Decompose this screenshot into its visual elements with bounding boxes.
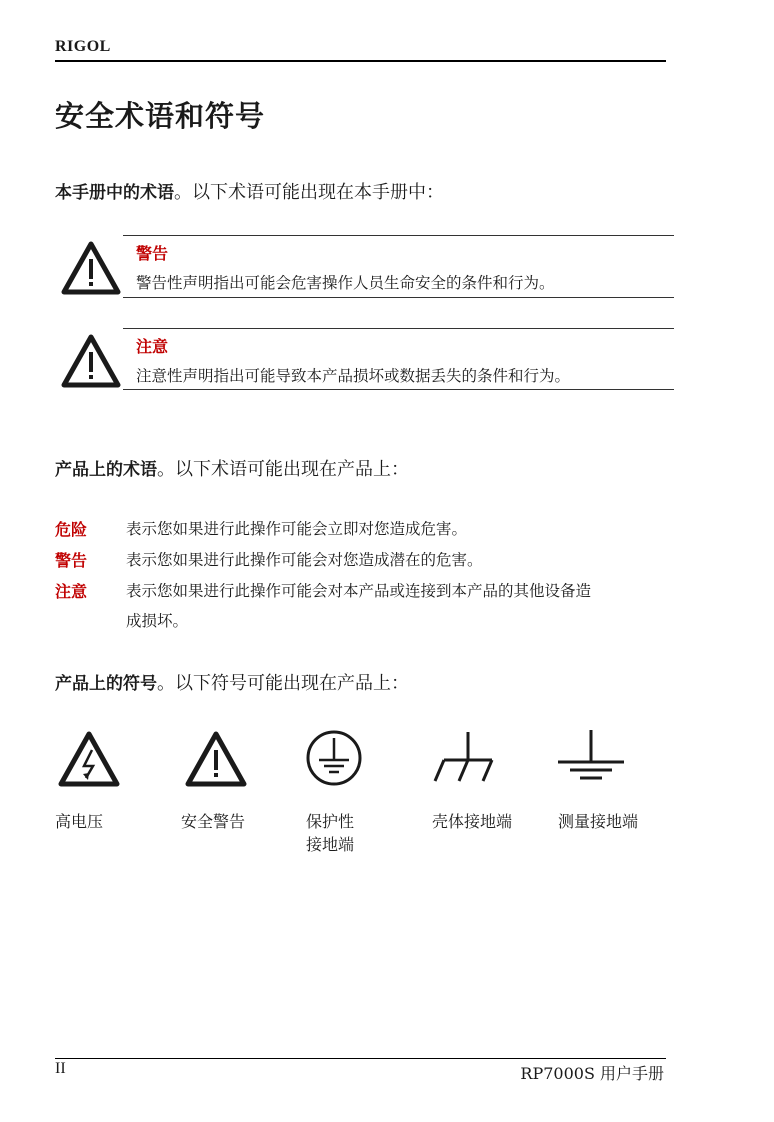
test-ground-icon — [556, 728, 626, 784]
safety-warning-label: 安全警告 — [181, 812, 246, 831]
manual-terms-heading — [55, 178, 444, 204]
warning-text: 警告性声明指出可能会危害操作人员生命安全的条件和行为。 — [136, 274, 555, 292]
protective-earth-icon — [304, 728, 364, 788]
brand-logo: RIGOL — [55, 38, 111, 55]
chassis-ground-icon — [430, 728, 496, 786]
warning-triangle-icon — [60, 333, 122, 389]
caution-box-top-rule — [123, 328, 674, 329]
product-terms-heading-rest: 。以下术语可能出现在产品上： — [157, 459, 409, 480]
page-number: II — [55, 1060, 66, 1077]
header-divider — [55, 60, 666, 62]
term-warning-label: 警告 — [55, 551, 88, 570]
caution-label: 注意 — [136, 337, 169, 356]
term-caution-text-cont: 成损坏。 — [126, 612, 189, 630]
test-ground-label: 测量接地端 — [558, 812, 639, 831]
term-danger-label: 危险 — [55, 520, 88, 539]
page-title: 安全术语和符号 — [55, 99, 266, 133]
term-caution-text: 表示您如果进行此操作可能会对本产品或连接到本产品的其他设备造 — [126, 582, 592, 600]
manual-title: RP7000S 用户手册 — [520, 1064, 664, 1083]
chassis-ground-label: 壳体接地端 — [432, 812, 513, 831]
product-symbols-heading-rest: 。以下符号可能出现在产品上： — [157, 673, 409, 694]
footer-divider — [55, 1058, 666, 1059]
protective-earth-label: 保护性 — [306, 812, 355, 831]
product-symbols-heading-bold: 产品上的符号 — [55, 674, 157, 694]
warning-box-top-rule — [123, 235, 674, 236]
protective-earth-label-cont: 接地端 — [306, 835, 355, 854]
warning-label: 警告 — [136, 244, 169, 263]
product-terms-heading-bold: 产品上的术语 — [55, 460, 157, 480]
manual-terms-heading-bold: 本手册中的术语 — [55, 183, 174, 203]
safety-warning-icon — [184, 730, 248, 788]
term-caution-label: 注意 — [55, 582, 88, 601]
high-voltage-icon — [57, 730, 121, 788]
term-warning-text: 表示您如果进行此操作可能会对您造成潜在的危害。 — [126, 551, 483, 569]
product-terms-heading — [55, 455, 409, 481]
term-danger-text: 表示您如果进行此操作可能会立即对您造成危害。 — [126, 520, 468, 538]
high-voltage-label: 高电压 — [55, 812, 104, 831]
manual-terms-heading-rest: 。以下术语可能出现在本手册中： — [174, 182, 444, 203]
caution-box-bottom-rule — [123, 389, 674, 390]
warning-triangle-icon — [60, 240, 122, 296]
caution-text: 注意性声明指出可能导致本产品损坏或数据丢失的条件和行为。 — [136, 367, 571, 385]
warning-box-bottom-rule — [123, 297, 674, 298]
product-symbols-heading — [55, 669, 409, 695]
